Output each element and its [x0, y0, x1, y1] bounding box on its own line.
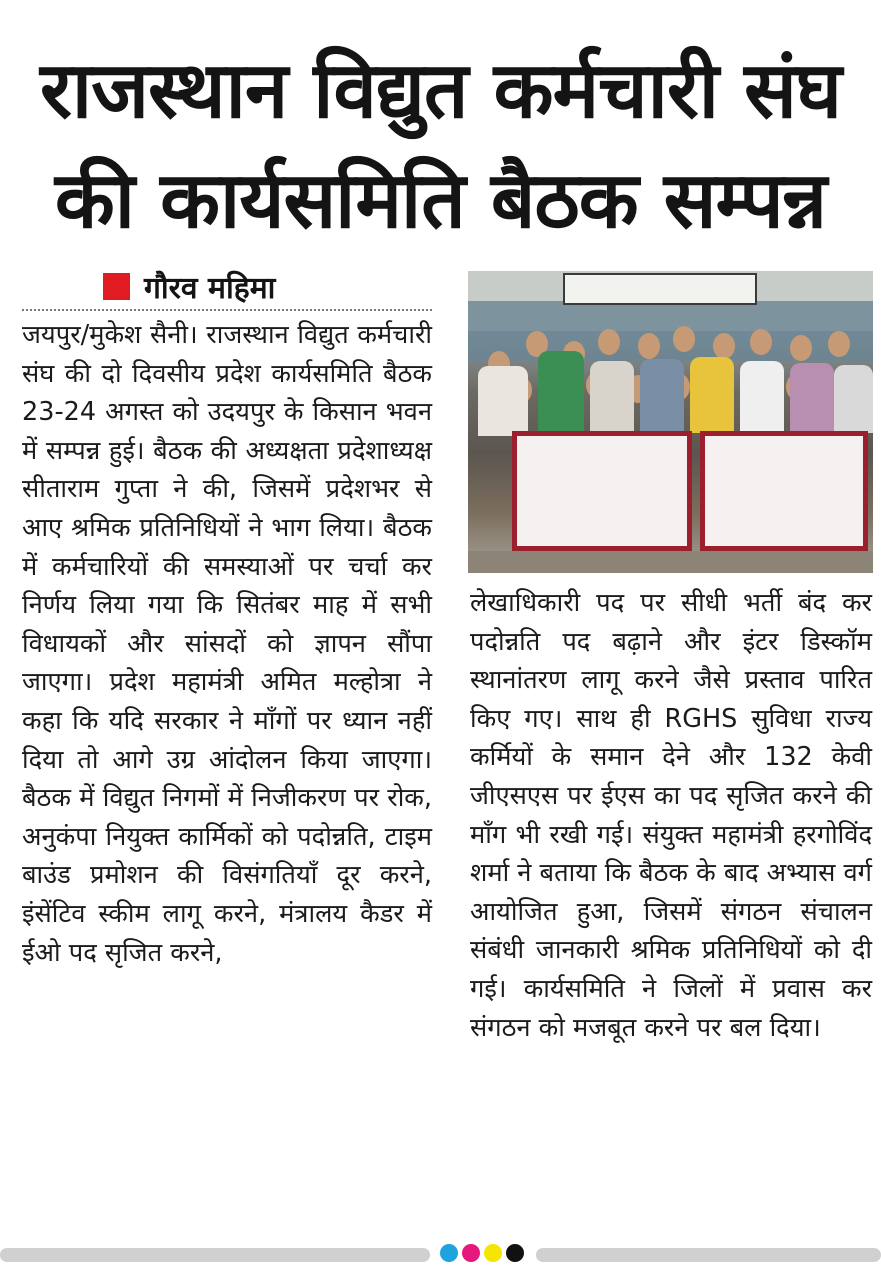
photo-person	[673, 326, 695, 352]
magenta-dot-icon	[462, 1244, 480, 1262]
photo-person-shirt	[478, 366, 528, 436]
footer-bar-left	[0, 1248, 430, 1262]
headline-line-1: राजस्थान विद्युत कर्मचारी संघ	[40, 46, 841, 136]
article-right-column: लेखाधिकारी पद पर सीधी भर्ती बंद कर पदोन्नति पद बढ़ाने और इंटर डिस्कॉम स्थानांतरण लागू करने जैसे प्रस्ताव पारित किए गए। साथ ही RGHS सुविधा राज्य कर्मियों के समान देने और 132 केवी जीएसएस पर ईएस का पद सृजित करने की माँग भी रखी गई। संयुक्त महामंत्री हरगोविंद शर्मा ने बताया कि बैठक के बाद अभ्यास वर्ग आयोजित हुआ, जिसमें संगठन संचालन संबंधी जानकारी श्रमिक प्रतिनिधियों को दी गई। कार्यसमिति ने जिलों में प्रवास कर संगठन को मजबूत करने पर बल दिया।	[470, 588, 872, 1043]
photo-person-shirt	[538, 351, 584, 431]
photo-person	[598, 329, 620, 355]
headline-line-2: की कार्यसमिति बैठक सम्पन्न	[54, 156, 827, 246]
photo-person-shirt	[590, 361, 634, 433]
black-dot-icon	[506, 1244, 524, 1262]
photo-person	[713, 333, 735, 359]
photo-person-shirt	[640, 359, 684, 433]
footer-bar-right	[536, 1248, 881, 1262]
photo-signboard	[563, 273, 757, 305]
photo-person-shirt	[740, 361, 784, 433]
photo-person	[750, 329, 772, 355]
red-square-icon	[103, 273, 130, 300]
group-photo	[468, 271, 873, 573]
yellow-dot-icon	[484, 1244, 502, 1262]
photo-person	[638, 333, 660, 359]
photo-person	[828, 331, 850, 357]
photo-person-shirt	[690, 357, 734, 433]
photo-banner-left	[512, 431, 692, 551]
photo-person	[790, 335, 812, 361]
photo-person-shirt	[834, 365, 873, 433]
article-left-column: जयपुर/मुकेश सैनी। राजस्थान विद्युत कर्मचारी संघ की दो दिवसीय प्रदेश कार्यसमिति बैठक 23-24 अगस्त को उदयपुर के किसान भवन में सम्पन्न हुई। बैठक की अध्यक्षता प्रदेशाध्यक्ष सीताराम गुप्ता ने की, जिसमें प्रदेशभर से आए श्रमिक प्रतिनिधियों ने भाग लिया। बैठक में कर्मचारियों की समस्याओं पर चर्चा कर निर्णय लिया गया कि सितंबर माह में सभी विधायकों और सांसदों को ज्ञापन सौंपा जाएगा। प्रदेश महामंत्री अमित मल्होत्रा ने कहा कि यदि सरकार ने माँगों पर ध्यान नहीं दिया तो आगे उग्र आंदोलन किया जाएगा। बैठक में विद्युत निगमों में निजीकरण पर रोक, अनुकंपा नियुक्त कार्मिकों को पदोन्नति, टाइम बाउंड प्रमोशन की विसंगतियाँ दूर करने, इंसेंटिव स्कीम लागू करने, मंत्रालय कैडर में ईओ पद सृजित करने,	[22, 320, 432, 968]
cyan-dot-icon	[440, 1244, 458, 1262]
dotted-divider	[22, 309, 432, 311]
byline-author: गौरव महिमा	[144, 271, 276, 306]
photo-banner-right	[700, 431, 868, 551]
photo-person-shirt	[790, 363, 834, 433]
byline	[103, 266, 275, 307]
color-registration-dots	[440, 1244, 524, 1262]
photo-ground	[468, 551, 873, 573]
